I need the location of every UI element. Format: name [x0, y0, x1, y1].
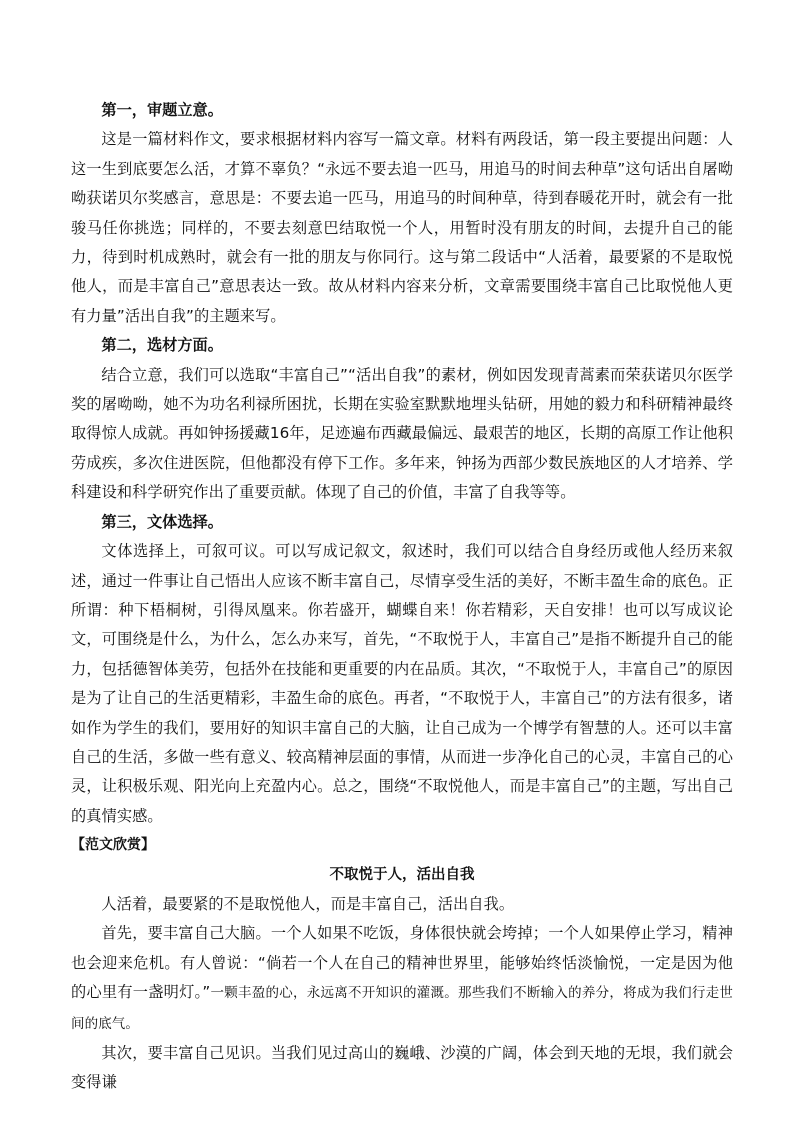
- sample-paragraph-3: 其次，要丰富自己见识。当我们见过高山的巍峨、沙漠的广阔，体会到天地的无垠，我们就会变得谦: [71, 1044, 733, 1092]
- sample-paragraph-2-tail: 一颗丰盈的心，永远离不开知识的灌溉。那些我们不断输入的养分，将成为我们行走世间的底气。: [71, 985, 733, 1032]
- document-body: [71, 96, 733, 1098]
- sample-essay-title: 不取悦于人，活出自我: [329, 866, 475, 883]
- section-heading-material: 第二，选材方面。: [101, 336, 223, 355]
- sample-paragraph-2: [71, 919, 733, 1039]
- sample-essay-tag: 【范文欣赏】: [71, 837, 155, 854]
- section-heading-genre: 第三，文体选择。: [101, 512, 223, 531]
- sample-paragraph-2-main: 首先，要丰富自己大脑。一个人如果不吃饭，身体很快就会垮掉；一个人如果停止学习，精神也会迎来危机。有人曾说：“倘若一个人在自己的精神世界里，能够始终恬淡愉悦，一定是因为他的心里有一盏明灯。”: [71, 924, 733, 1002]
- paragraph-material: 结合立意，我们可以选取“丰富自己”“活出自我”的素材，例如因发现青蒿素而荣获诺贝尔医学奖的屠呦呦，她不为功名利禄所困扰，长期在实验室默默地埋头钻研，用她的毅力和科研精神最终取得惊人成就。再如钟扬援藏16年，足迹遍布西藏最偏远、最艰苦的地区，长期的高原工作让他积劳成疾，多次住进医院，但他都没有停下工作。多年来，钟扬为西部少数民族地区的人才培养、学科建设和科学研究作出了重要贡献。体现了自己的价值，丰富了自我等等。: [71, 365, 733, 502]
- sample-paragraph-1: 人活着，最要紧的不是取悦他人，而是丰富自己，活出自我。: [101, 894, 515, 913]
- section-heading-topic: 第一，审题立意。: [101, 101, 223, 119]
- paragraph-topic: 这是一篇材料作文，要求根据材料内容写一篇文章。材料有两段话，第一段主要提出问题：人这一生到底要怎么活，才算不辜负？“永远不要去追一匹马，用追马的时间去种草”这句话出自屠呦呦获诺贝尔奖感言，意思是：不要去追一匹马，用追马的时间种草，待到春暖花开时，就会有一批骏马任你挑选；同样的，不要去刻意巴结取悦一个人，用暂时没有朋友的时间，去提升自己的能力，待到时机成熟时，就会有一批的朋友与你同行。这与第二段话中“人活着，最要紧的不是取悦他人，而是丰富自己”意思表达一致。故从材料内容来分析，文章需要围绕丰富自己比取悦他人更有力量”活出自我”的主题来写。: [71, 130, 733, 325]
- paragraph-genre: 文体选择上，可叙可议。可以写成记叙文，叙述时，我们可以结合自身经历或他人经历来叙述，通过一件事让自己悟出人应该不断丰富自己，尽情享受生活的美好，不断丰盈生命的底色。正所谓：种下梧桐树，引得凤凰来。你若盛开，蝴蝶自来！你若精彩，天自安排！也可以写成议论文，可围绕是什么，为什么，怎么办来写，首先，“不取悦于人，丰富自己”是指不断提升自己的能力，包括德智体美劳，包括外在技能和更重要的内在品质。其次，“不取悦于人，丰富自己”的原因是为了让自己的生活更精彩，丰盈生命的底色。再者，“不取悦于人，丰富自己”的方法有很多，诸如作为学生的我们，要用好的知识丰富自己的大脑，让自己成为一个博学有智慧的人。还可以丰富自己的生活，多做一些有意义、较高精神层面的事情，从而进一步净化自己的心灵，丰富自己的心灵，让积极乐观、阳光向上充盈内心。总之，围绕“不取悦他人，而是丰富自己”的主题，写出自己的真情实感。: [71, 542, 733, 825]
